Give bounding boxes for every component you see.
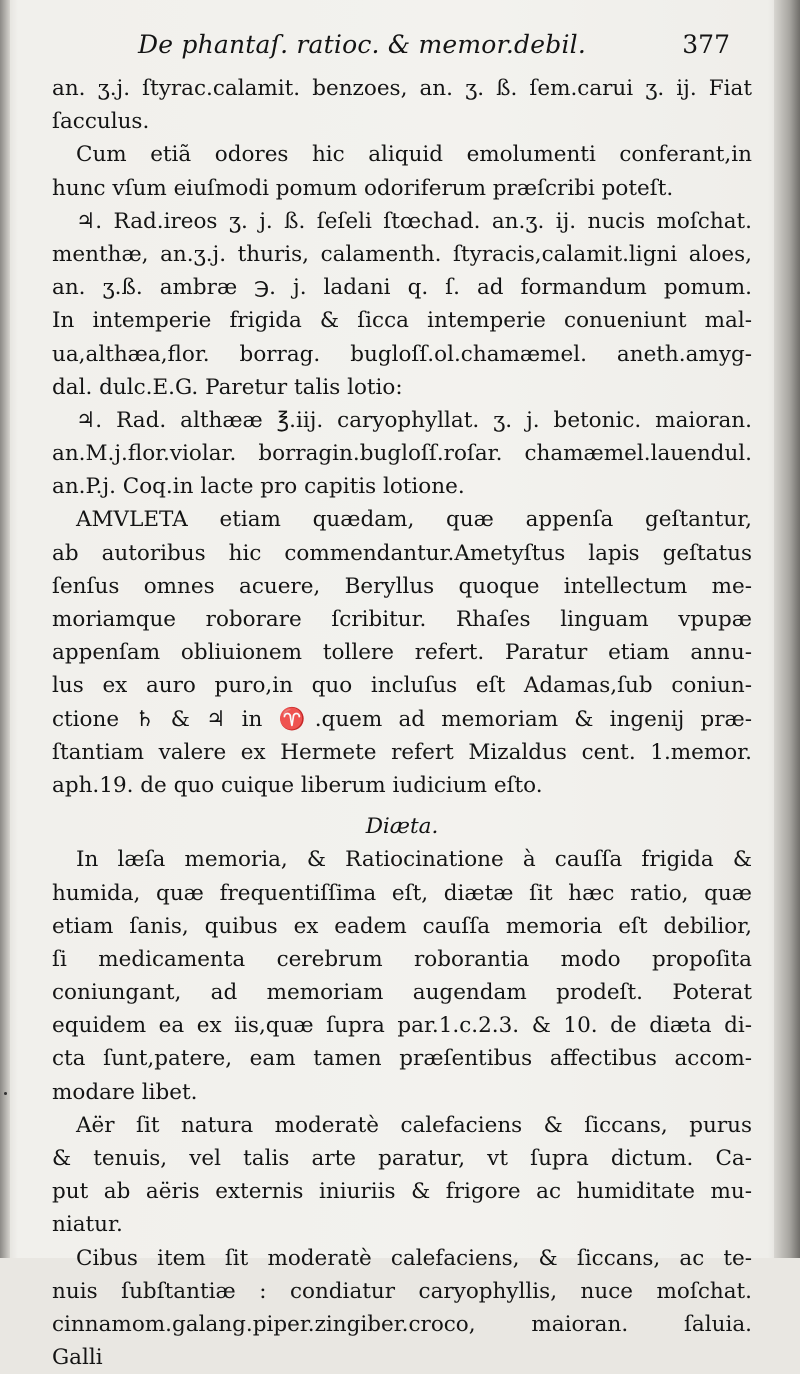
text-line: equidem ea ex iis,quæ ſupra par.1.c.2.3. & 10. de diæta di- xyxy=(52,1013,752,1039)
text-line: ua,althæa,flor. borrag. bugloſſ.ol.chamæmel. aneth.amyg- xyxy=(52,341,752,367)
text-line: lus ex auro puro,in quo incluſus eſt Adamas,ſub coniun- xyxy=(52,673,752,699)
section-gap xyxy=(52,802,752,810)
text-line: appenſam obliuionem tollere refert. Paratur etiam annu- xyxy=(52,640,752,666)
text-line: dal. dulc.E.G. Paretur talis lotio: xyxy=(52,374,403,400)
text-line: ctione ♄ & ♃ in ♈.quem ad memoriam & ingenij præ- xyxy=(52,706,752,732)
text-line: cinnamom.galang.piper.zingiber.croco, maioran. ſaluia. xyxy=(52,1311,752,1337)
text-line: Cum etiã odores hic aliquid emolumenti conferant,in xyxy=(76,142,752,168)
text-line: Aër ſit natura moderatè calefaciens & ſiccans, purus xyxy=(76,1112,752,1138)
text-line: ſacculus. xyxy=(52,109,150,135)
text-line: humida, quæ frequentiſſima eſt, diætæ ſit hæc ratio, quæ xyxy=(52,880,752,906)
text-line: aph.19. de quo cuique liberum iudicium eſto. xyxy=(52,772,543,798)
text-line: hunc vſum eiuſmodi pomum odoriferum præſcribi poteſt. xyxy=(52,175,674,201)
text-line: coniungant, ad memoriam augendam prodeſt. Poterat xyxy=(52,980,752,1006)
text-line: AMVLETA etiam quædam, quæ appenſa geſtantur, xyxy=(76,507,752,533)
text-line: moriamque roborare ſcribitur. Rhaſes linguam vpupæ xyxy=(52,607,752,632)
text-line: an. ʒ.ß. ambræ ℈. j. ladani q. ſ. ad formandum pomum. xyxy=(52,275,752,301)
text-line: modare libet. xyxy=(52,1079,198,1105)
text-line: cta ſunt,patere, eam tamen præſentibus affectibus accom- xyxy=(52,1046,752,1072)
text-line: ♃. Rad.ireos ʒ. j. ß. ſeſeli ſtœchad. an.ʒ. ij. nucis moſchat. xyxy=(76,208,752,234)
text-line: In intemperie frigida & ſicca intemperie conueniunt mal- xyxy=(52,308,752,334)
text-line: ♃. Rad. althææ ℥.iij. caryophyllat. ʒ. j. betonic. maioran. xyxy=(76,407,752,433)
page-left-shadow xyxy=(0,0,10,1258)
section-heading: Diæta. xyxy=(365,814,439,840)
text-line: an. ʒ.j. ſtyrac.calamit. benzoes, an. ʒ. ß. ſem.carui ʒ. ij. Fiat xyxy=(52,76,752,101)
text-line: an.P.j. Coq.in lacte pro capitis lotione. xyxy=(52,474,465,500)
text-line: ſtantiam valere ex Hermete refert Mizaldus cent. 1.memor. xyxy=(52,739,752,765)
text-line: niatur. xyxy=(52,1212,123,1238)
page-number: 377 xyxy=(682,30,730,59)
text-line: ſi medicamenta cerebrum roborantia modo propoſita xyxy=(52,946,752,972)
running-header xyxy=(52,30,752,72)
text-line: nuis ſubſtantiæ : condiatur caryophyllis, nuce moſchat. xyxy=(52,1278,752,1304)
text-line: menthæ, an.ʒ.j. thuris, calamenth. ſtyracis,calamit.ligni aloes, xyxy=(52,241,752,267)
text-line: & tenuis, vel talis arte paratur, vt ſupra dictum. Ca- xyxy=(52,1146,752,1171)
text-line: ſenſus omnes acuere, Beryllus quoque intellectum me- xyxy=(52,573,752,599)
text-line: put ab aëris externis iniuriis & frigore ac humiditate mu- xyxy=(52,1179,752,1205)
text-line: ab autoribus hic commendantur.Ametyſtus lapis geſtatus xyxy=(52,540,752,566)
text-block xyxy=(52,30,752,1374)
text-line: an.M.j.flor.violar. borragin.bugloſſ.roſar. chamæmel.lauendul. xyxy=(52,441,752,467)
text-line: Cibus item ſit moderatè calefaciens, & ſiccans, ac te- xyxy=(76,1245,752,1271)
page-right-edge xyxy=(774,0,800,1258)
running-title: De phantaſ. ratioc. & memor.debil. xyxy=(138,30,586,59)
ink-speck xyxy=(4,1092,7,1095)
text-line: In læſa memoria, & Ratiocinatione à cauſſa frigida & xyxy=(76,847,752,873)
catchword: Galli xyxy=(52,1345,103,1371)
text-line: etiam ſanis, quibus ex eadem cauſſa memoria eſt debilior, xyxy=(52,913,752,939)
body-text xyxy=(52,72,752,1341)
